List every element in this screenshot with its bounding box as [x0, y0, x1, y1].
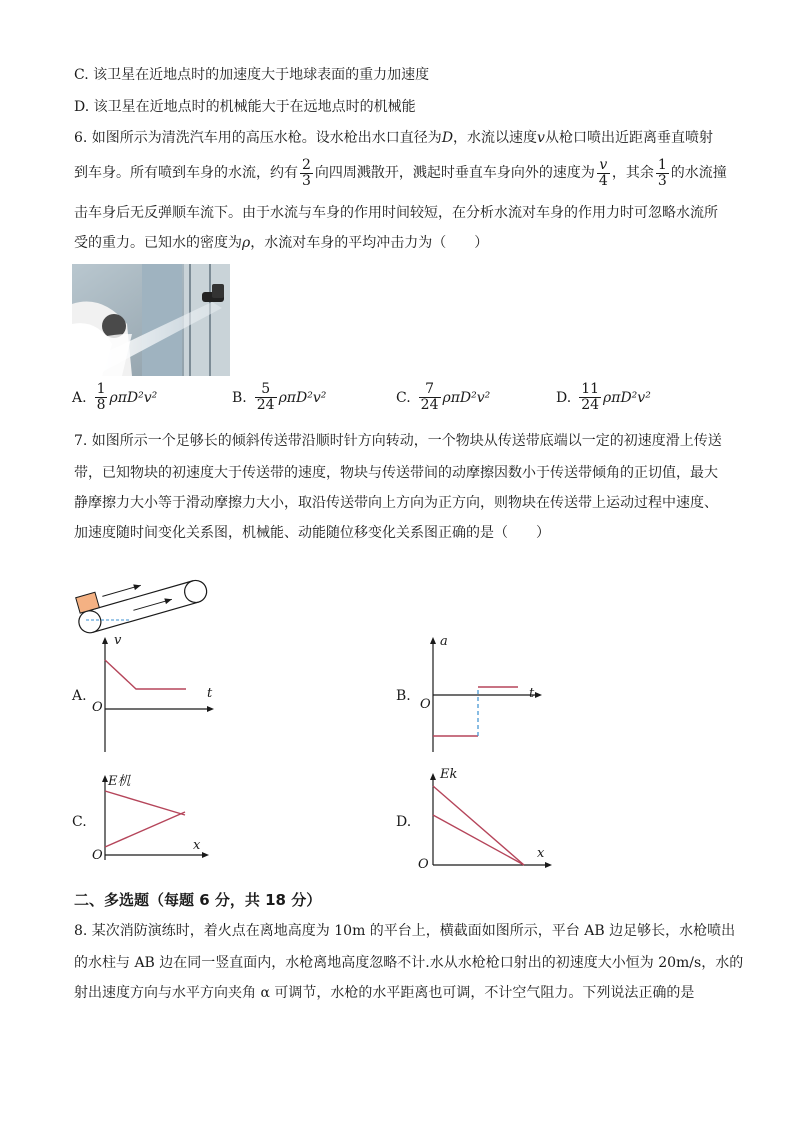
option-coefficient: $\frac{5}{24}$ — [256, 381, 275, 413]
q6-option-b — [232, 382, 326, 413]
q6-option-d — [556, 382, 651, 413]
q5-option-d: D. 该卫星在近地点时的机械能大于在远地点时的机械能 — [74, 99, 416, 115]
fraction-two-thirds: $\frac{2}{3}$ — [302, 156, 311, 189]
graph-d-upper-line — [433, 786, 524, 865]
graph-a-label: A. — [72, 688, 87, 704]
block — [76, 592, 100, 613]
graph-b-x-label: t — [529, 686, 535, 701]
q6-line-1: 6. 如图所示为清洗汽车用的高压水枪。设水枪出水口直径为D，水流以速度v从枪口喷出近距离垂直喷射 — [74, 130, 713, 146]
graph-a-velocity-line — [105, 660, 186, 689]
q6-line-4: 受的重力。已知水的密度为ρ，水流对车身的平均冲击力为（ ） — [74, 235, 489, 251]
section-multiple-choice-heading: 二、多选题（每题 6 分，共 18 分） — [74, 891, 322, 909]
q7-line-2: 带，已知物块的初速度大于传送带的速度，物块与传送带间的动摩擦因数小于传送带倾角的正切值，最大 — [74, 465, 718, 481]
graph-c-origin: O — [92, 848, 103, 863]
graph-b — [418, 632, 558, 757]
option-expression: ρπD²v² — [442, 389, 491, 406]
option-expression: ρπD²v² — [603, 389, 651, 406]
q7-line-1: 7. 如图所示一个足够长的倾斜传送带沿顺时针方向转动，一个物块从传送带底端以一定的初速度滑上传送 — [74, 433, 722, 449]
q5-option-c: C. 该卫星在近地点时的加速度大于地球表面的重力加速度 — [74, 67, 430, 83]
graph-a-y-label: v — [114, 633, 122, 648]
option-coefficient: $\frac{7}{24}$ — [420, 381, 439, 413]
graph-d-y-label: Ek — [440, 767, 458, 782]
q7-line-3: 静摩擦力大小等于滑动摩擦力大小，取沿传送带向上方向为正方向，则物块在传送带上运动过程中速度、 — [74, 495, 718, 511]
q8-line-1: 8. 某次消防演练时，着火点在离地高度为 10m 的平台上，横截面如图所示，平台 AB 边足够长，水枪喷出 — [74, 923, 736, 939]
option-coefficient: $\frac{1}{8}$ — [96, 381, 106, 413]
q6-line-2: 到车身。所有喷到车身的水流，约有 $\frac{2}{3}$ 向四周溅散开，溅起时垂直车身向外的速度为 $\frac{v}{4}$ ，其余 $\frac{1}{3}$ 的水流撞 — [74, 156, 727, 189]
graph-d-lower-line — [433, 815, 524, 865]
graph-d-origin: O — [418, 857, 429, 872]
graph-a-origin: O — [92, 700, 103, 715]
fraction-one-third: $\frac{1}{3}$ — [657, 156, 667, 189]
graph-c-increasing-line — [105, 812, 185, 847]
fraction-v-over-4: $\frac{v}{4}$ — [598, 156, 608, 189]
top-pulley — [182, 578, 209, 605]
option-letter: B. — [232, 389, 247, 406]
graph-b-y-label: a — [440, 634, 448, 649]
graph-b-origin: O — [420, 697, 431, 712]
option-expression: ρπD²v² — [278, 389, 327, 406]
option-letter: A. — [72, 389, 87, 406]
car-wash-photo — [72, 264, 230, 376]
conveyor-belt-diagram — [70, 562, 210, 627]
option-letter: D. — [556, 389, 572, 406]
graph-d-label: D. — [396, 814, 412, 830]
option-letter: C. — [396, 389, 411, 406]
graph-a-x-label: t — [207, 686, 213, 701]
q6-option-c — [396, 382, 490, 413]
graph-b-label: B. — [396, 688, 411, 704]
graph-d-x-label: x — [537, 846, 545, 861]
graph-c-decreasing-line — [105, 791, 185, 815]
q8-line-2: 的水柱与 AB 边在同一竖直面内，水枪离地高度忽略不计.水从水枪枪口射出的初速度大小恒为 20m/s，水的 — [74, 955, 744, 971]
q7-line-4: 加速度随时间变化关系图，机械能、动能随位移变化关系图正确的是（ ） — [74, 525, 550, 541]
option-coefficient: $\frac{11}{24}$ — [581, 381, 600, 413]
graph-c-x-label: x — [193, 838, 201, 853]
q8-line-3: 射出速度方向与水平方向夹角 α 可调节，水枪的水平距离也可调，不计空气阻力。下列说法正确的是 — [74, 985, 695, 1001]
q6-option-a — [72, 382, 157, 413]
graph-c-label: C. — [72, 814, 87, 830]
graph-c-y-label: E机 — [108, 774, 131, 789]
option-expression: ρπD²v² — [109, 389, 158, 406]
q6-line-3: 击车身后无反弹顺车流下。由于水流与车身的作用时间较短，在分析水流对车身的作用力时可忽略水流所 — [74, 205, 718, 221]
